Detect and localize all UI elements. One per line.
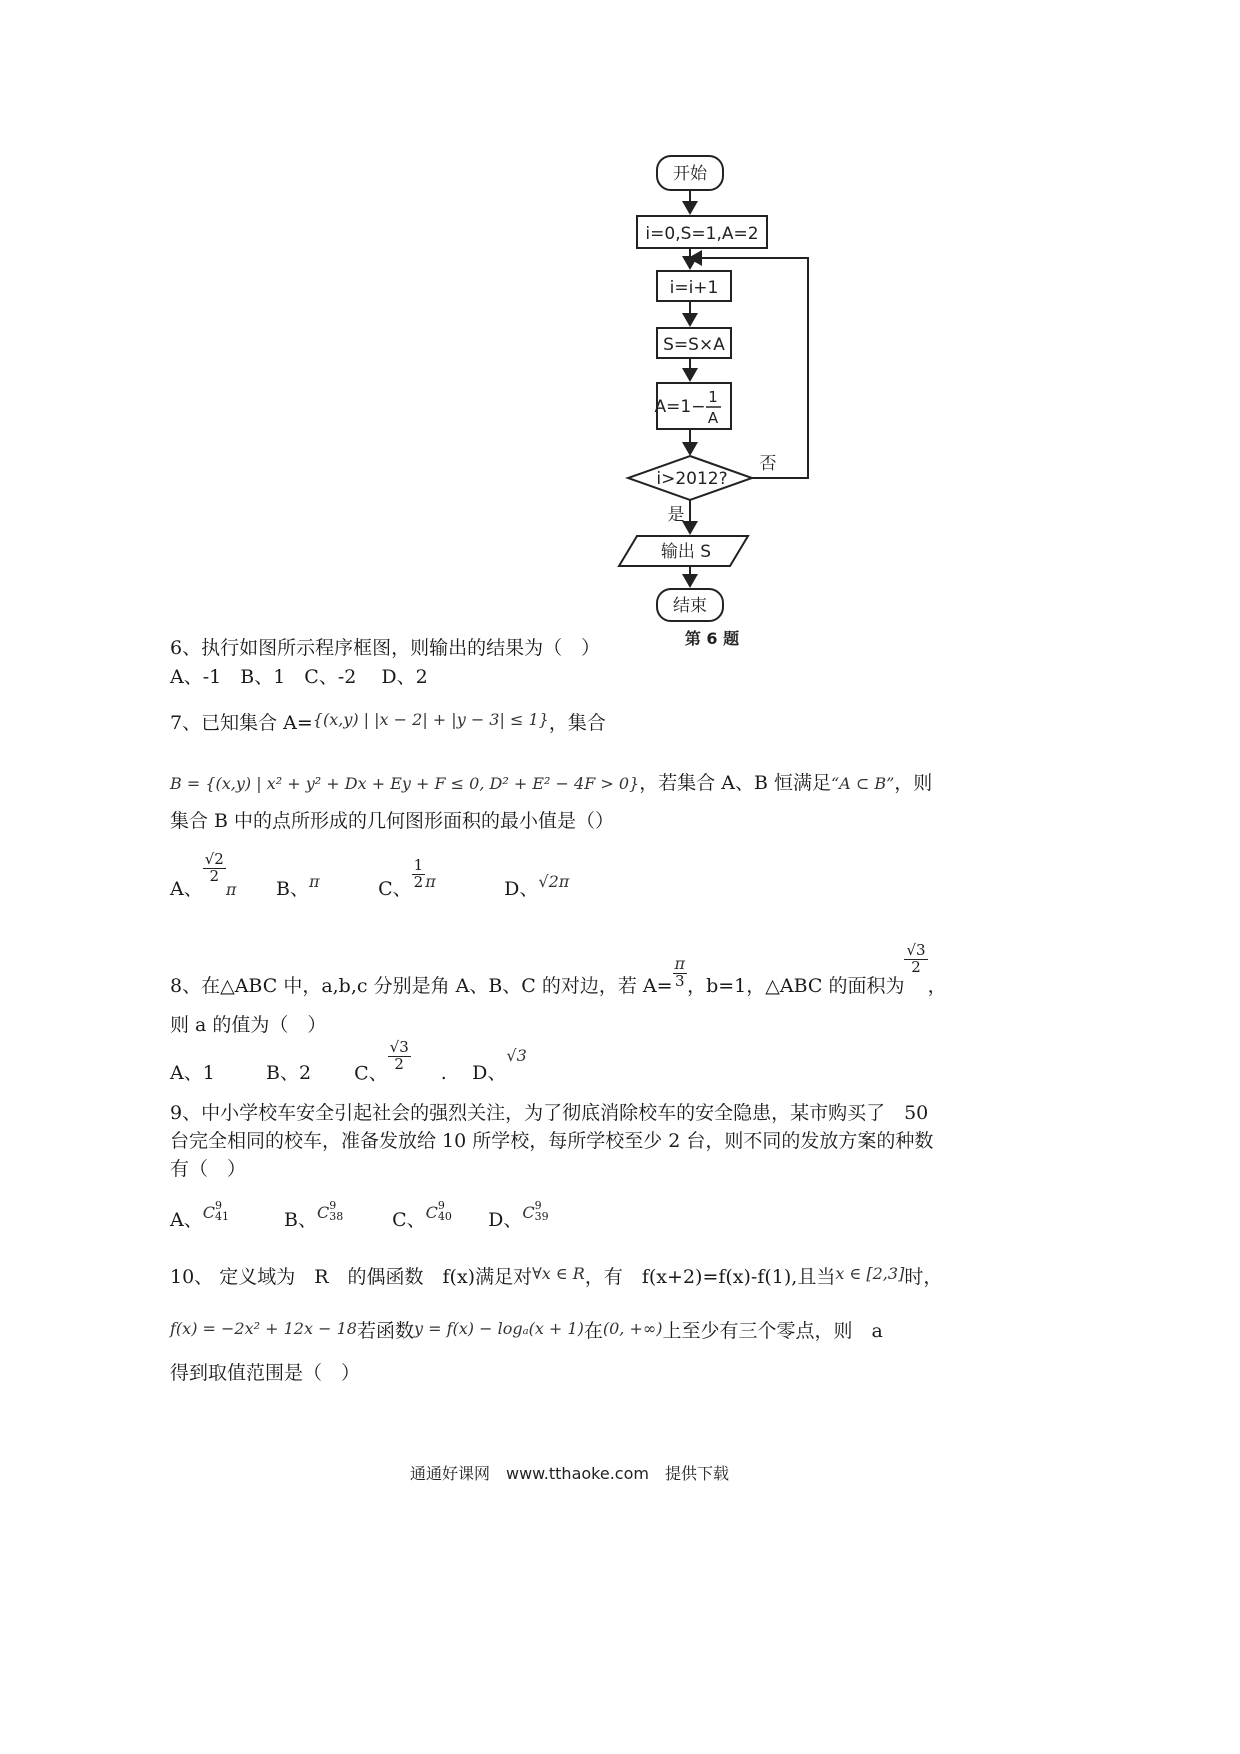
product-label: S=S×A bbox=[663, 335, 725, 355]
q7-line1 bbox=[170, 708, 606, 735]
q7-options bbox=[170, 852, 569, 901]
q8-stem-c: ， bbox=[927, 974, 947, 997]
figure-caption: 第 6 题 bbox=[684, 629, 740, 648]
q7-option-d: D、$^{√2\pi}$ bbox=[504, 871, 570, 900]
q7-set-a: {(x,y) | |x − 2| + |y − 3| ≤ 1} bbox=[312, 710, 549, 729]
end-label: 结束 bbox=[673, 596, 707, 616]
q7-stem-c: ，若集合 A、B 恒满足 bbox=[639, 772, 831, 794]
q9-option-a: A、C 9 41 bbox=[170, 1199, 229, 1231]
q8-stem-a: 8、在△ABC 中，a,b,c 分别是角 A、B、C 的对边，若 A= bbox=[170, 974, 673, 997]
q9-option-d: D、C 9 39 bbox=[488, 1199, 549, 1231]
q10-line3: 得到取值范围是（ ） bbox=[170, 1362, 361, 1384]
q7-stem-a: 7、已知集合 A= bbox=[170, 712, 313, 734]
q6-stem: 6、执行如图所示程序框图，则输出的结果为（ ） bbox=[170, 637, 601, 659]
q7-option-a: A、 $\frac{√2}{2}$ π bbox=[170, 850, 237, 900]
q10-domain: (0, +∞) bbox=[602, 1319, 663, 1338]
q10-line1 bbox=[170, 1262, 942, 1289]
q7-option-c: C、 $\frac{1}{2}$ $^\pi$ bbox=[378, 856, 436, 900]
q10-interval: x ∈ [2,3] bbox=[835, 1264, 905, 1283]
q9-options bbox=[170, 1200, 549, 1232]
update-a-prefix: A=1− bbox=[654, 397, 706, 417]
q10-forall: ∀x ∈ R bbox=[532, 1264, 585, 1283]
update-a-denominator: A bbox=[707, 409, 719, 427]
q9-option-c: C、C 9 40 bbox=[392, 1199, 452, 1231]
output-label: 输出 S bbox=[660, 542, 712, 562]
init-label: i=0,S=1,A=2 bbox=[645, 224, 759, 244]
q8-line2: 则 a 的值为（ ） bbox=[170, 1014, 327, 1036]
decision-label: i>2012? bbox=[656, 469, 728, 489]
page-footer: 通通好课网 www.tthaoke.com 提供下载 bbox=[410, 1464, 729, 1483]
q10-stem-a: 10、 定义域为 R 的偶函数 f(x)满足对 bbox=[170, 1266, 533, 1288]
q10-line2 bbox=[170, 1316, 883, 1343]
q10-stem-c: 时， bbox=[904, 1266, 943, 1288]
yes-branch-label: 是 bbox=[667, 505, 685, 525]
q9-line2: 台完全相同的校车，准备发放给 10 所学校，每所学校至少 2 台，则不同的发放方案的种数 bbox=[170, 1130, 934, 1152]
q6-options: A、-1 B、1 C、-2 D、2 bbox=[170, 666, 428, 688]
q9-line3: 有（ ） bbox=[170, 1158, 247, 1180]
q7-set-b: B = {(x,y) | x² + y² + Dx + Ey + F ≤ 0, D² + E² − 4F > 0} bbox=[170, 774, 640, 793]
q7-line3: 集合 B 中的点所形成的几何图形面积的最小值是（） bbox=[170, 810, 615, 832]
q7-stem-d: ，则 bbox=[894, 772, 933, 794]
q9-option-b: B、C 9 38 bbox=[284, 1199, 344, 1231]
q7-subset: “A ⊂ B” bbox=[831, 774, 895, 793]
q10-stem-f: 上至少有三个零点，则 a bbox=[662, 1320, 883, 1342]
q7-stem-b: ，集合 bbox=[548, 712, 606, 734]
update-a-numerator: 1 bbox=[708, 388, 718, 406]
start-label: 开始 bbox=[673, 164, 707, 184]
q8-options bbox=[170, 1040, 527, 1085]
q10-gx: y = f(x) − logₐ(x + 1) bbox=[413, 1319, 584, 1338]
q10-stem-b: ，有 f(x+2)=f(x)-f(1),且当 bbox=[584, 1266, 836, 1288]
q8-option-a: A、1 bbox=[170, 1062, 215, 1085]
program-flowchart bbox=[600, 140, 860, 680]
q8-angle: $\frac{\pi}{3}$ bbox=[674, 953, 686, 990]
q8-option-b: B、2 bbox=[266, 1062, 312, 1085]
q10-stem-e: 在 bbox=[583, 1320, 603, 1342]
q10-stem-d: 若函数 bbox=[356, 1320, 414, 1342]
q7-option-b: B、$^\pi$ bbox=[276, 871, 320, 900]
no-branch-label: 否 bbox=[759, 454, 777, 474]
q9-line1: 9、中小学校车安全引起社会的强烈关注，为了彻底消除校车的安全隐患，某市购买了 50 bbox=[170, 1102, 929, 1124]
q7-line2 bbox=[170, 768, 932, 795]
q8-stem-b: ，b=1，△ABC 的面积为 bbox=[687, 974, 905, 997]
q10-fx: f(x) = −2x² + 12x − 18 bbox=[170, 1319, 357, 1338]
q8-option-d: D、√3 bbox=[472, 1046, 527, 1085]
q8-line1 bbox=[170, 943, 947, 998]
q8-option-c: C、 $\frac{√3}{2}$ . bbox=[354, 1038, 447, 1085]
q8-area: $\frac{√3}{2}$ bbox=[906, 941, 926, 976]
increment-label: i=i+1 bbox=[669, 278, 719, 298]
